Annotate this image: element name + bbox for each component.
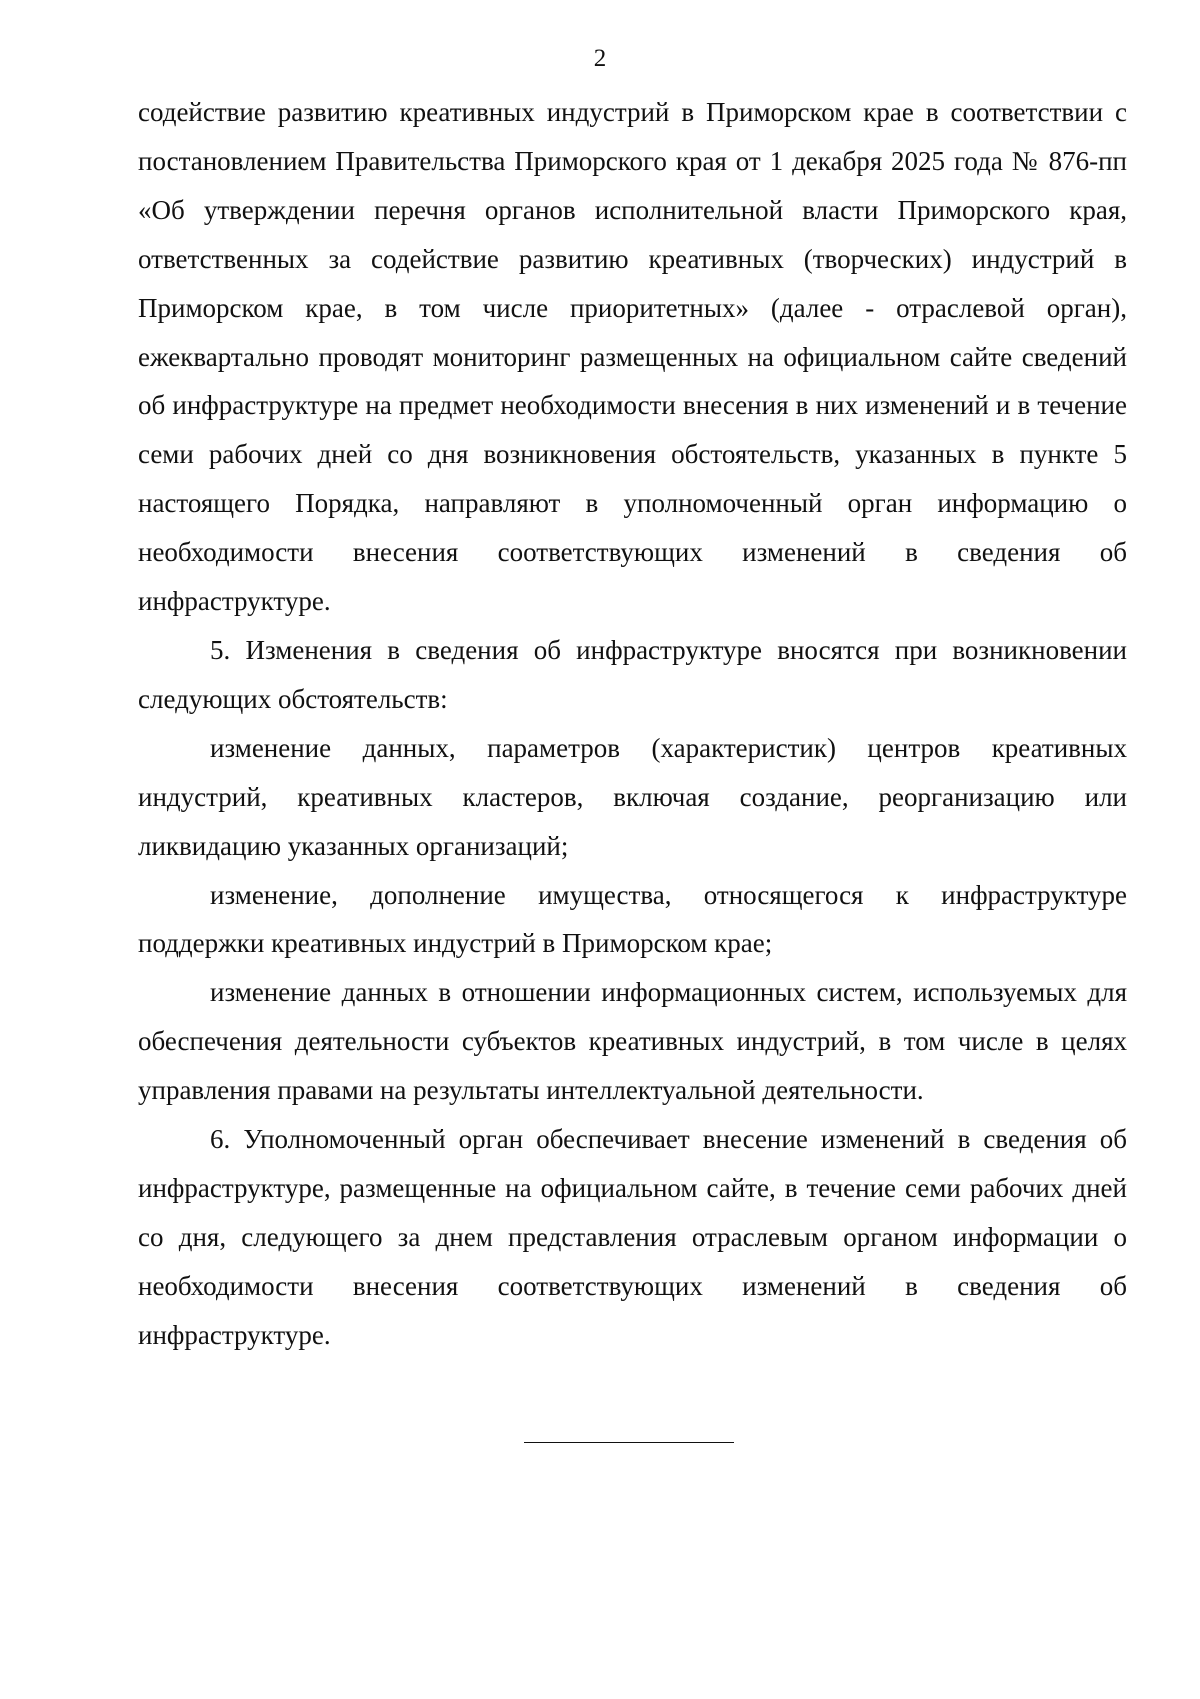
- paragraph-clause-5: 5. Изменения в сведения об инфраструктуре вносятся при возникновении следующих обстоятельств:: [138, 634, 1127, 714]
- paragraph-clause-6: 6. Уполномоченный орган обеспечивает внесение изменений в сведения об инфраструктуре, размещенные на официальном сайте, в течение семи рабочих дней со дня, следующего за днем представления отраслевым органом информации о необходимости внесения соответствующих изменений в сведения об инфраструктуре.: [138, 1124, 1127, 1350]
- document-body: [138, 88, 1127, 1360]
- paragraph-continuation: содействие развитию креативных индустрий в Приморском крае в соответствии с постановлением Правительства Приморского края от 1 декабря 2025 года № 876-пп «Об утверждении перечня органов исполнительной власти Приморского края, ответственных за содействие развитию креативных (творческих) индустрий в Приморском крае, в том числе приоритетных» (далее - отраслевой орган), ежеквартально проводят мониторинг размещенных на официальном сайте сведений об инфраструктуре на предмет необходимости внесения в них изменений и в течение семи рабочих дней со дня возникновения обстоятельств, указанных в пункте 5 настоящего Порядка, направляют в уполномоченный орган информацию о необходимости внесения соответствующих изменений в сведения об инфраструктуре.: [138, 97, 1127, 617]
- paragraph-clause-5-item-2: изменение, дополнение имущества, относящегося к инфраструктуре поддержки креативных индустрий в Приморском крае;: [138, 879, 1127, 959]
- page-number: 2: [593, 45, 607, 72]
- end-of-document-rule: [524, 1442, 734, 1443]
- paragraph-clause-5-item-3: изменение данных в отношении информационных систем, используемых для обеспечения деятельности субъектов креативных индустрий, в том числе в целях управления правами на результаты интеллектуальной деятельности.: [138, 977, 1127, 1106]
- paragraph-clause-5-item-1: изменение данных, параметров (характеристик) центров креативных индустрий, креативных кластеров, включая создание, реорганизацию или ликвидацию указанных организаций;: [138, 732, 1127, 861]
